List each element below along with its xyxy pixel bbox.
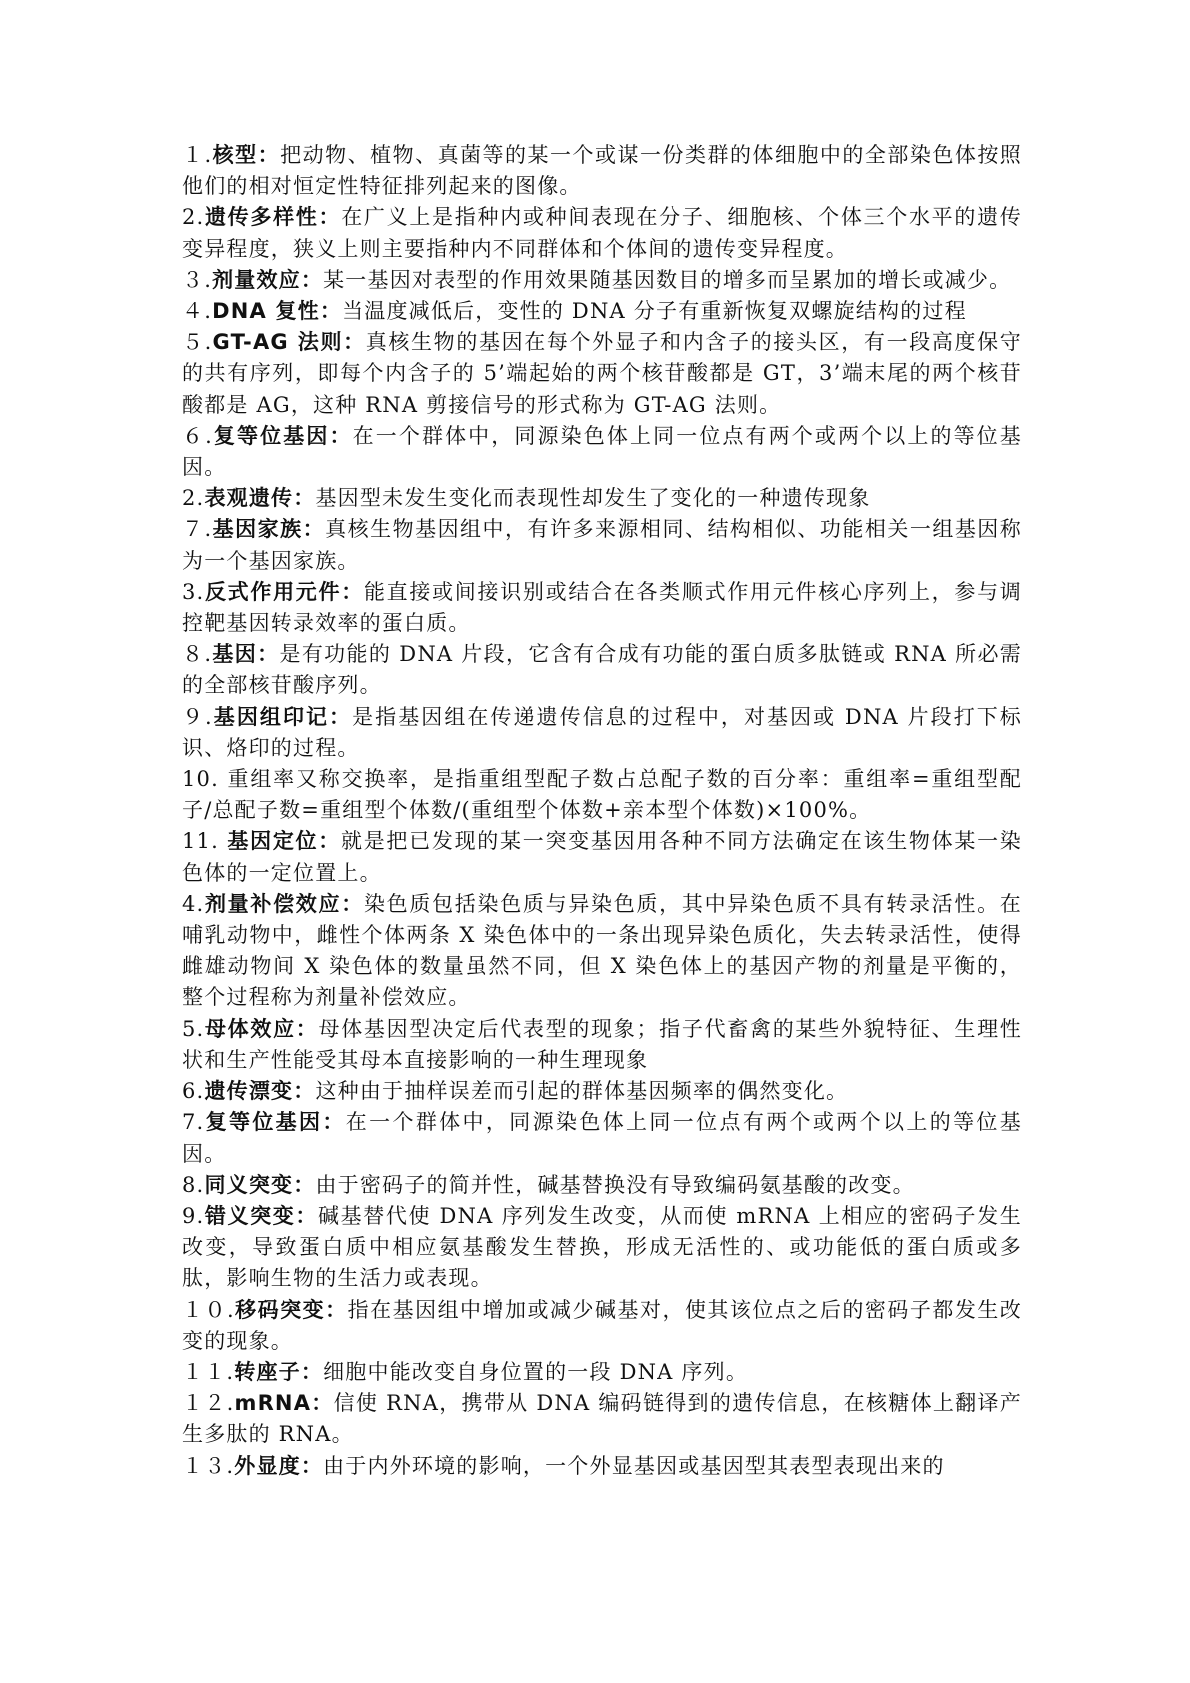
entry-number: １２. <box>182 1391 235 1416</box>
entry-term: 母体效应 <box>204 1016 296 1041</box>
definition-entry <box>182 1170 1022 1201</box>
entry-number: １０. <box>182 1297 235 1322</box>
entry-colon: ： <box>257 143 281 167</box>
entry-definition: 真核生物的基因在每个外显子和内含子的接头区，有一段高度保守的共有序列，即每个内含子的 5’端起始的两个核苷酸都是 GT，3’端末尾的两个核苷酸都是 AG，这种 RNA 剪接信号的形式称为 GT-AG 法则。 <box>182 330 1022 417</box>
entry-colon: ： <box>295 1016 319 1041</box>
definition-entry <box>182 1451 1022 1482</box>
entry-colon: ： <box>257 642 280 667</box>
entry-definition: 由于密码子的简并性，碱基替换没有导致编码氨基酸的改变。 <box>315 1172 915 1197</box>
entry-definition: 在一个群体中，同源染色体上同一位点有两个或两个以上的等位基因。 <box>182 1110 1022 1166</box>
entry-colon: ： <box>300 267 324 292</box>
entry-definition: 细胞中能改变自身位置的一段 DNA 序列。 <box>323 1359 749 1384</box>
definition-entry <box>182 1014 1022 1076</box>
entry-number: ６. <box>182 423 213 448</box>
entry-term: 遗传多样性 <box>204 205 319 230</box>
entry-definition: 某一基因对表型的作用效果随基因数目的增多而呈累加的增长或减少。 <box>323 267 1012 292</box>
entry-colon: ： <box>341 579 364 604</box>
entry-definition: 碱基替代使 DNA 序列发生改变，从而使 mRNA 上相应的密码子发生改变，导致蛋白质中相应氨基酸发生替换，形成无活性的、或功能低的蛋白质或多肽，影响生物的生活力或表现。 <box>182 1203 1022 1291</box>
entry-colon: ： <box>318 829 341 854</box>
entry-term: 表观遗传 <box>204 486 294 511</box>
entry-term: 基因组印记 <box>212 704 330 729</box>
entry-number: 10. <box>182 767 219 792</box>
entry-number: ９. <box>182 704 213 729</box>
definition-entry <box>182 327 1022 421</box>
entry-number: １３. <box>182 1453 235 1478</box>
definition-entry <box>182 889 1022 1014</box>
entry-term: 错义突变 <box>204 1203 296 1228</box>
entry-definition: 在一个群体中，同源染色体上同一位点有两个或两个以上的等位基因。 <box>182 423 1023 480</box>
entry-number: 5. <box>182 1016 205 1041</box>
entry-definition: 染色质包括染色质与异染色质，其中异染色质不具有转录活性。在哺乳动物中，雌性个体两条 X 染色体中的一条出现异染色质化，失去转录活性，使得雌雄动物间 X 染色体的数量虽然不同，但 X 染色体上的基因产物的剂量是平衡的，整个过程称为剂量补偿效应。 <box>182 891 1023 1010</box>
entry-colon: ： <box>293 486 316 511</box>
document-page <box>182 140 1022 1482</box>
entry-term: GT-AG 法则 <box>212 330 344 355</box>
entry-term: 外显度 <box>234 1453 301 1478</box>
definition-entry <box>182 1388 1022 1450</box>
entry-colon: ： <box>311 1391 334 1416</box>
definition-entry <box>182 202 1022 264</box>
entry-number: 8. <box>182 1172 205 1197</box>
entry-term: mRNA <box>234 1391 312 1416</box>
entry-number: ３. <box>182 267 213 292</box>
entry-term: 复等位基因 <box>204 1110 323 1135</box>
entry-number: １. <box>182 143 213 167</box>
entry-colon: ： <box>300 1453 324 1478</box>
entry-definition: 母体基因型决定后代表型的现象；指子代畜禽的某些外貌特征、生理性状和生产性能受其母本直接影响的一种生理现象 <box>182 1016 1022 1072</box>
entry-number: １１. <box>182 1359 235 1384</box>
entry-term: 基因 <box>212 642 258 667</box>
definition-entry <box>182 639 1022 701</box>
definition-entry <box>182 702 1022 764</box>
entry-colon: ： <box>318 205 342 230</box>
entry-definition: 指在基因组中增加或减少碱基对，使其该位点之后的密码子都发生改变的现象。 <box>182 1297 1022 1353</box>
entry-definition: 当温度减低后，变性的 DNA 分子有重新恢复双螺旋结构的过程 <box>342 299 967 324</box>
definition-entry <box>182 577 1022 639</box>
entry-definition: 把动物、植物、真菌等的某一个或谋一份类群的体细胞中的全部染色体按照他们的相对恒定性特征排列起来的图像。 <box>182 143 1023 199</box>
entry-definition: 信使 RNA，携带从 DNA 编码链得到的遗传信息，在核糖体上翻译产生多肽的 RNA。 <box>182 1391 1022 1447</box>
definition-entry <box>182 483 1022 514</box>
entry-number: ７. <box>182 517 213 542</box>
entry-definition: 是有功能的 DNA 片段，它含有合成有功能的蛋白质多肽链或 RNA 所必需的全部核苷酸序列。 <box>182 642 1022 698</box>
entry-definition: 这种由于抽样误差而引起的群体基因频率的偶然变化。 <box>315 1079 849 1104</box>
entry-term: DNA 复性 <box>212 299 320 324</box>
entry-term: 复等位基因 <box>213 423 330 448</box>
definition-entry <box>182 265 1022 296</box>
definition-entry <box>182 296 1022 327</box>
definition-entry <box>182 826 1022 888</box>
definition-entry <box>182 1357 1022 1388</box>
definition-entry <box>182 514 1022 576</box>
entry-number: 7. <box>182 1110 205 1135</box>
entry-term: 剂量效应 <box>212 267 301 292</box>
entry-definition: 在广义上是指种内或种间表现在分子、细胞核、个体三个水平的遗传变异程度，狭义上则主要指种内不同群体和个体间的遗传变异程度。 <box>182 205 1023 261</box>
entry-term: 基因定位 <box>227 829 319 854</box>
entry-term: 移码突变 <box>234 1297 326 1322</box>
entry-term: 遗传漂变 <box>204 1079 294 1104</box>
entry-colon: ： <box>325 1297 348 1322</box>
entry-number: 2. <box>182 205 205 230</box>
entry-colon: ： <box>295 1203 319 1228</box>
entry-number: ５. <box>182 330 213 355</box>
entry-colon: ： <box>293 1079 316 1104</box>
entry-number: 4. <box>182 891 205 916</box>
entry-number: 9. <box>182 1203 205 1228</box>
definition-entry <box>182 1107 1022 1169</box>
entry-number: 6. <box>182 1079 205 1104</box>
definition-entry <box>182 1076 1022 1107</box>
entry-colon: ： <box>319 299 343 324</box>
entry-colon: ： <box>329 423 353 448</box>
entry-term: 基因家族 <box>212 517 303 542</box>
entry-number: ４. <box>182 299 213 324</box>
entry-term: 同义突变 <box>204 1172 294 1197</box>
entry-colon: ： <box>343 330 366 355</box>
entry-term: 剂量补偿效应 <box>204 891 342 916</box>
entry-colon: ： <box>293 1172 316 1197</box>
definition-entry <box>182 1201 1022 1295</box>
entry-colon: ： <box>322 1110 346 1135</box>
entry-term: 反式作用元件 <box>204 579 342 604</box>
entry-definition: 真核生物基因组中，有许多来源相同、结构相似、功能相关一组基因称为一个基因家族。 <box>182 517 1023 573</box>
entry-term: 核型 <box>212 143 258 167</box>
entry-definition: 由于内外环境的影响，一个外显基因或基因型其表型表现出来的 <box>323 1453 945 1478</box>
definition-entry <box>182 140 1022 202</box>
entry-colon: ： <box>341 891 364 916</box>
definition-entry <box>182 421 1022 483</box>
entry-definition: 基因型未发生变化而表现性却发生了变化的一种遗传现象 <box>315 486 871 511</box>
entry-term: 转座子 <box>234 1359 301 1384</box>
entry-definition: 就是把已发现的某一突变基因用各种不同方法确定在该生物体某一染色体的一定位置上。 <box>182 829 1022 885</box>
entry-number: 11. <box>182 829 219 854</box>
definition-entry <box>182 1295 1022 1357</box>
entry-definition: 重组率又称交换率，是指重组型配子数占总配子数的百分率：重组率=重组型配子/总配子数=重组型个体数/(重组型个体数+亲本型个体数)×100%。 <box>182 767 1022 823</box>
entry-colon: ： <box>302 517 326 542</box>
entry-number: 2. <box>182 486 205 511</box>
entry-definition: 是指基因组在传递遗传信息的过程中，对基因或 DNA 片段打下标识、烙印的过程。 <box>182 704 1023 760</box>
entry-colon: ： <box>300 1359 324 1384</box>
entry-number: ８. <box>182 642 213 667</box>
definition-entry <box>182 764 1022 826</box>
entry-definition: 能直接或间接识别或结合在各类顺式作用元件核心序列上，参与调控靶基因转录效率的蛋白质。 <box>182 579 1023 636</box>
entry-number: 3. <box>182 579 205 604</box>
entry-colon: ： <box>329 704 353 729</box>
